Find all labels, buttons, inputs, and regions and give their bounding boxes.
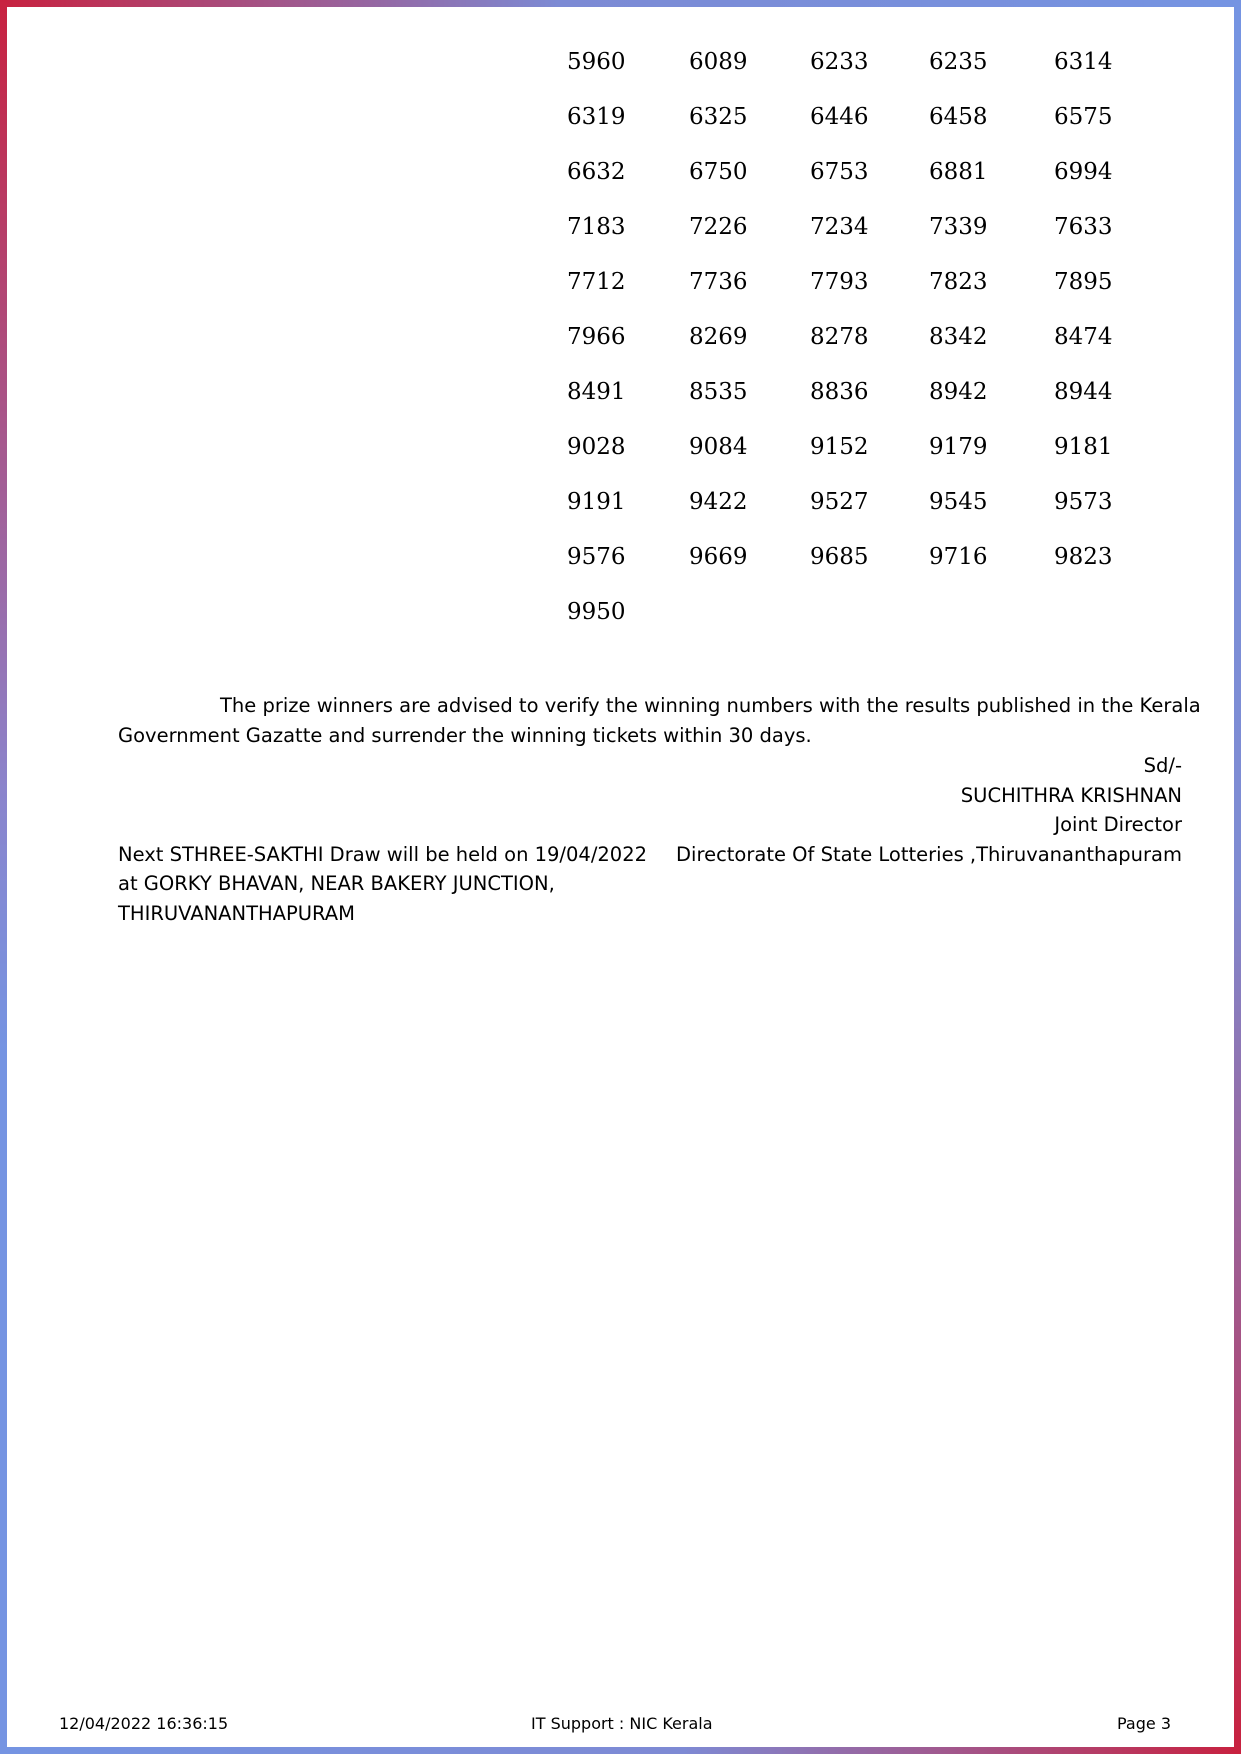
page-border-right	[1234, 0, 1241, 1754]
notice-line-1: The prize winners are advised to verify the winning numbers with the results published in the Kerala	[220, 694, 1201, 717]
footer-timestamp: 12/04/2022 16:36:15	[59, 1714, 229, 1733]
numbers-row	[567, 210, 1167, 265]
numbers-row	[567, 375, 1167, 430]
numbers-row	[567, 100, 1167, 155]
numbers-row	[567, 320, 1167, 375]
signatory-name: SUCHITHRA KRISHNAN	[960, 784, 1182, 807]
winning-number: 8474	[1054, 324, 1113, 350]
winning-number: 9685	[810, 544, 869, 570]
winning-number: 8535	[689, 379, 748, 405]
signature-sd: Sd/-	[1143, 754, 1182, 777]
winning-number: 8836	[810, 379, 869, 405]
winning-number: 6319	[567, 104, 626, 130]
winning-number: 6994	[1054, 159, 1113, 185]
page-border-top	[0, 0, 1241, 7]
winning-number: 9950	[567, 599, 626, 625]
winning-number: 6314	[1054, 49, 1113, 75]
winning-number: 5960	[567, 49, 626, 75]
winning-number: 8942	[929, 379, 988, 405]
winning-number: 7339	[929, 214, 988, 240]
winning-number: 7966	[567, 324, 626, 350]
winning-number: 6750	[689, 159, 748, 185]
winning-number: 9179	[929, 434, 988, 460]
notice-line-2: Government Gazatte and surrender the winning tickets within 30 days.	[118, 723, 812, 747]
winning-number: 9422	[689, 489, 748, 515]
winning-number: 7633	[1054, 214, 1113, 240]
winning-number: 9181	[1054, 434, 1113, 460]
winning-number: 7234	[810, 214, 869, 240]
winning-number: 6458	[929, 104, 988, 130]
winning-number: 7183	[567, 214, 626, 240]
winning-number: 9669	[689, 544, 748, 570]
page-border-bottom	[0, 1747, 1241, 1754]
winning-number: 9823	[1054, 544, 1113, 570]
winning-number: 6632	[567, 159, 626, 185]
numbers-row	[567, 430, 1167, 485]
winning-number: 8269	[689, 324, 748, 350]
winning-number: 7736	[689, 269, 748, 295]
winning-number: 8491	[567, 379, 626, 405]
winning-number: 9576	[567, 544, 626, 570]
winning-number: 6881	[929, 159, 988, 185]
numbers-row	[567, 265, 1167, 320]
winning-number: 9084	[689, 434, 748, 460]
footer-it-support: IT Support : NIC Kerala	[531, 1714, 713, 1733]
winning-number: 6325	[689, 104, 748, 130]
winning-number: 9527	[810, 489, 869, 515]
footer-page-number: Page 3	[1117, 1714, 1171, 1733]
page-border-left	[0, 0, 7, 1754]
winning-number: 7823	[929, 269, 988, 295]
signatory-office: Directorate Of State Lotteries ,Thiruvananthapuram	[676, 843, 1182, 866]
winning-number: 6235	[929, 49, 988, 75]
winning-number: 8278	[810, 324, 869, 350]
numbers-row	[567, 595, 1167, 650]
winning-number: 6575	[1054, 104, 1113, 130]
winning-number: 9545	[929, 489, 988, 515]
numbers-row	[567, 45, 1167, 100]
winning-number: 7793	[810, 269, 869, 295]
winning-number: 6446	[810, 104, 869, 130]
winning-number: 8944	[1054, 379, 1113, 405]
numbers-row	[567, 540, 1167, 595]
numbers-row	[567, 155, 1167, 210]
winning-number: 7895	[1054, 269, 1113, 295]
winning-number: 9716	[929, 544, 988, 570]
winning-number: 7712	[567, 269, 626, 295]
signatory-designation: Joint Director	[1054, 813, 1182, 836]
numbers-row	[567, 485, 1167, 540]
winning-number: 6753	[810, 159, 869, 185]
next-draw-line-1: Next STHREE-SAKTHI Draw will be held on 19/04/2022	[118, 843, 648, 866]
winning-number: 9191	[567, 489, 626, 515]
winning-number: 8342	[929, 324, 988, 350]
winning-number: 9573	[1054, 489, 1113, 515]
winning-number: 6233	[810, 49, 869, 75]
winning-numbers-grid	[567, 45, 1167, 650]
winning-number: 9028	[567, 434, 626, 460]
next-draw-line-2: at GORKY BHAVAN, NEAR BAKERY JUNCTION,	[118, 872, 555, 895]
verification-notice	[118, 691, 1201, 750]
winning-number: 6089	[689, 49, 748, 75]
winning-number: 7226	[689, 214, 748, 240]
winning-number: 9152	[810, 434, 869, 460]
next-draw-line-3: THIRUVANANTHAPURAM	[118, 902, 355, 925]
